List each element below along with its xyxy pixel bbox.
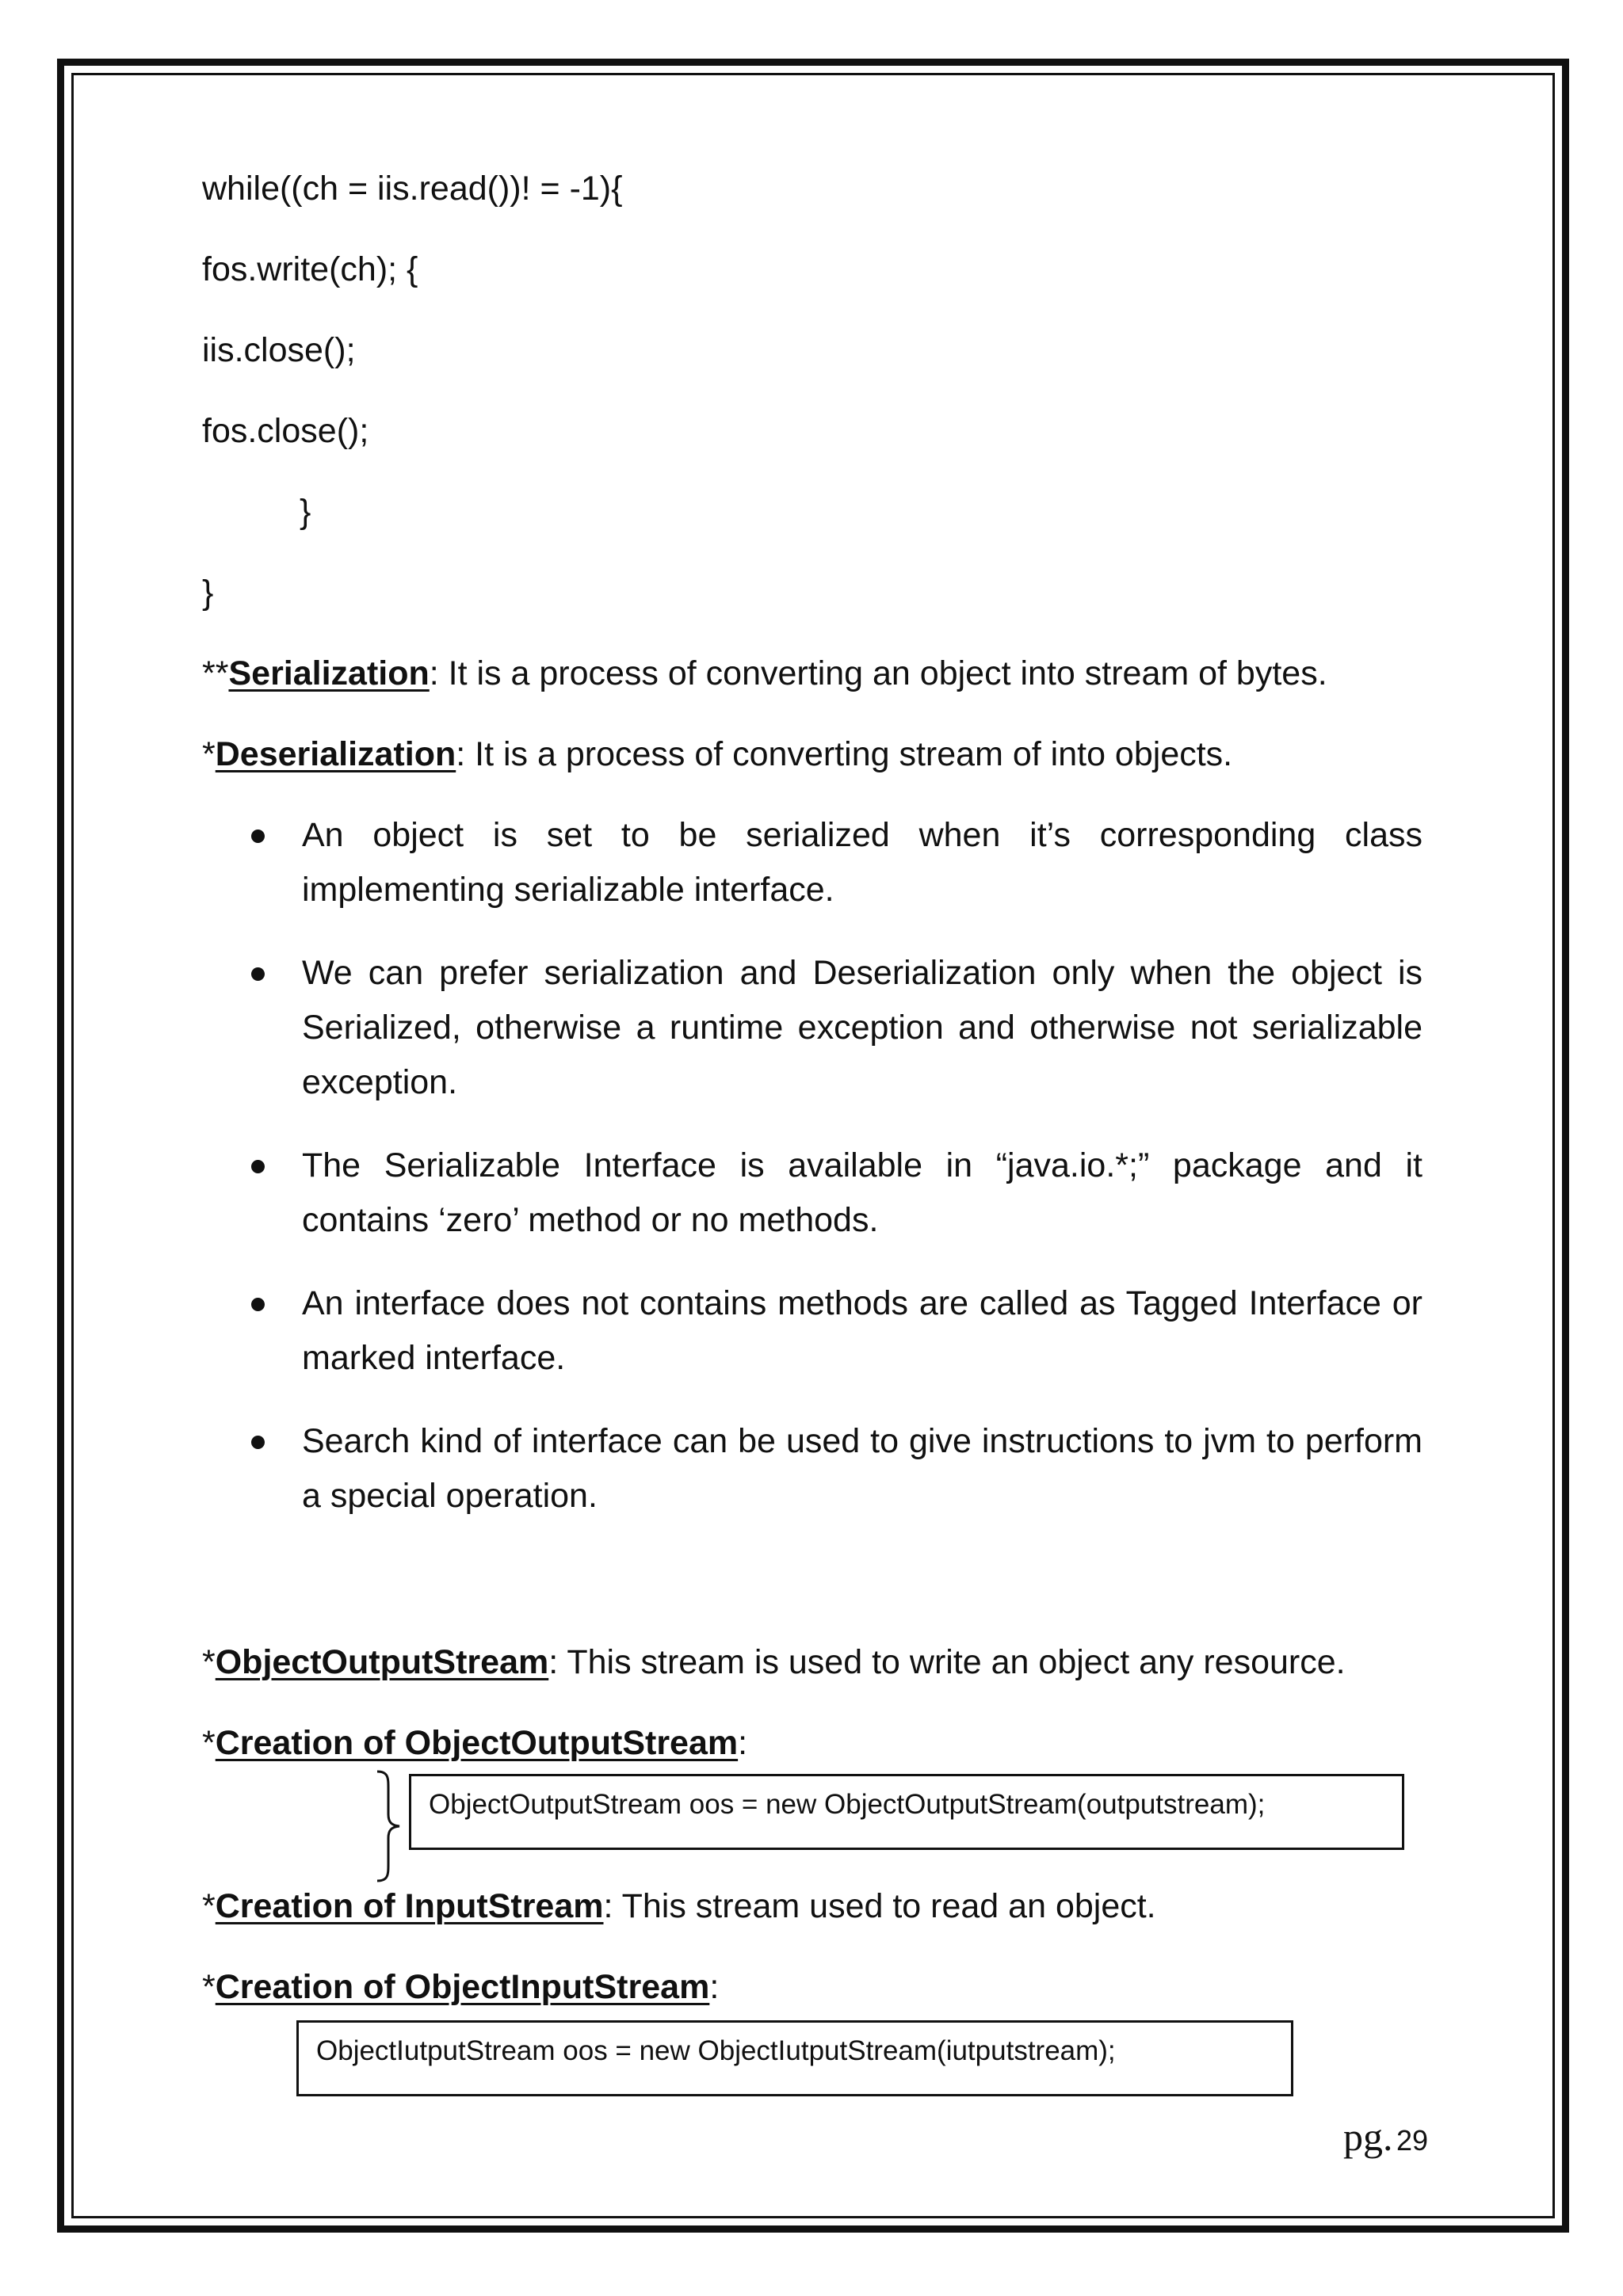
deserialization-prefix: * <box>202 735 216 773</box>
bullet-icon <box>251 1298 265 1311</box>
object-input-stream-code-box <box>296 2020 1293 2096</box>
page-number-label: pg. <box>1343 2115 1393 2159</box>
oos-term: ObjectOutputStream <box>215 1643 549 1681</box>
bullet-icon <box>251 1160 265 1173</box>
object-output-stream-definition <box>202 1642 1346 1683</box>
serialization-term: Serialization <box>228 654 430 692</box>
deserialization-text: : It is a process of converting stream of into objects. <box>456 735 1233 773</box>
creation-input-heading <box>202 1966 719 2008</box>
list-item <box>202 808 1423 917</box>
creation-output-heading <box>202 1722 747 1764</box>
creation-input-suffix: : <box>709 1968 720 2006</box>
code-line-while: while((ch = iis.read())! = -1){ <box>202 170 623 208</box>
serialization-prefix: ** <box>202 654 229 692</box>
curly-brace-icon <box>374 1770 403 1882</box>
page-number-value: 29 <box>1396 2124 1428 2157</box>
page-number <box>1343 2114 1428 2160</box>
creation-input-stream-definition <box>202 1886 1156 1927</box>
object-output-stream-code-box <box>409 1774 1404 1850</box>
code-line-fos-close: fos.close(); <box>202 412 369 450</box>
list-item <box>202 1414 1423 1524</box>
object-input-stream-code: ObjectIutputStream oos = new ObjectIutputStream(iutputstream); <box>316 2035 1116 2066</box>
list-item <box>202 946 1423 1110</box>
oos-text: : This stream is used to write an object any resource. <box>548 1643 1346 1681</box>
code-line-iis-close: iis.close(); <box>202 331 356 369</box>
code-line-write: fos.write(ch); { <box>202 250 418 288</box>
creation-input-term: Creation of ObjectInputStream <box>215 1968 710 2006</box>
list-item-text: An object is set to be serialized when it’s corresponding class implementing serializable interface. <box>302 816 1423 909</box>
oos-prefix: * <box>202 1643 216 1681</box>
bullet-icon <box>251 830 265 843</box>
code-line-outer-brace: } <box>202 574 214 612</box>
deserialization-definition <box>202 734 1232 775</box>
creation-input-prefix: * <box>202 1968 216 2006</box>
list-item-text: We can prefer serialization and Deserialization only when the object is Serialized, otherwise a runtime exception and otherwise not serializable exception. <box>302 954 1423 1101</box>
cis-prefix: * <box>202 1887 216 1925</box>
creation-output-term: Creation of ObjectOutputStream <box>215 1724 739 1762</box>
code-line-inner-brace: } <box>300 493 311 531</box>
deserialization-term: Deserialization <box>215 735 456 773</box>
serialization-definition <box>202 653 1327 694</box>
creation-output-prefix: * <box>202 1724 216 1762</box>
bullet-icon <box>251 1436 265 1449</box>
creation-output-suffix: : <box>738 1724 748 1762</box>
bullet-icon <box>251 967 265 981</box>
serialization-text: : It is a process of converting an object into stream of bytes. <box>429 654 1327 692</box>
list-item <box>202 1276 1423 1386</box>
list-item-text: An interface does not contains methods are called as Tagged Interface or marked interface. <box>302 1284 1423 1377</box>
object-output-stream-code: ObjectOutputStream oos = new ObjectOutputStream(outputstream); <box>429 1789 1266 1820</box>
cis-term: Creation of InputStream <box>215 1887 604 1925</box>
cis-text: : This stream used to read an object. <box>603 1887 1156 1925</box>
list-item-text: The Serializable Interface is available in “java.io.*;” package and it contains ‘zero’ method or no methods. <box>302 1146 1423 1239</box>
list-item <box>202 1138 1423 1248</box>
list-item-text: Search kind of interface can be used to give instructions to jvm to perform a special operation. <box>302 1422 1423 1515</box>
serialization-bullet-list <box>202 808 1423 1552</box>
